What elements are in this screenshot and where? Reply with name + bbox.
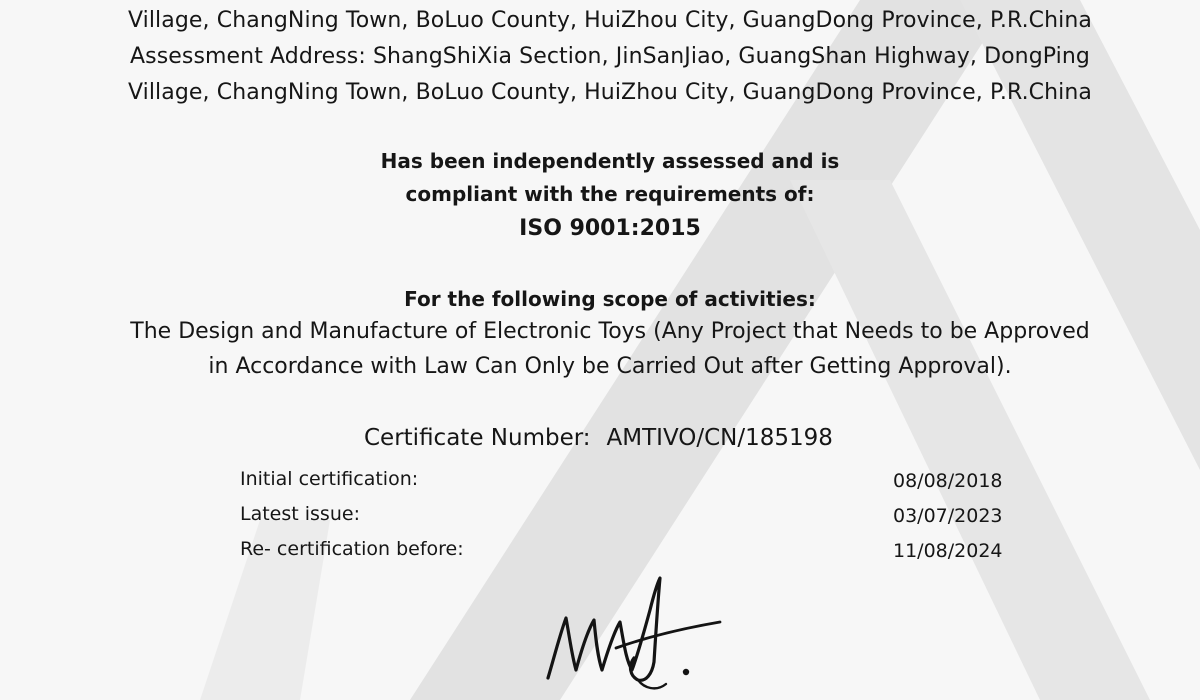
scope-line-2: in Accordance with Law Can Only be Carried Out after Getting Approval). xyxy=(208,354,1012,379)
iso-standard: ISO 9001:2015 xyxy=(519,216,701,241)
address-line-2: Village, ChangNing Town, BoLuo County, HuiZhou City, GuangDong Province, P.R.China xyxy=(127,80,1093,105)
address-line-1: Village, ChangNing Town, BoLuo County, HuiZhou City, GuangDong Province, P.R.China xyxy=(127,8,1093,33)
latest-issue-label: Latest issue: xyxy=(240,503,360,525)
assessment-statement-line-1: Has been independently assessed and is xyxy=(380,149,840,173)
recertification-date: 11/08/2024 xyxy=(893,540,1003,562)
scope-heading: For the following scope of activities: xyxy=(404,287,816,311)
assessment-address-line: Assessment Address: ShangShiXia Section, JinSanJiao, GuangShan Highway, DongPing xyxy=(129,44,1090,69)
initial-certification-label: Initial certification: xyxy=(240,468,419,490)
assessment-statement-line-2: compliant with the requirements of: xyxy=(405,182,815,206)
certificate-number xyxy=(364,425,833,451)
latest-issue-date: 03/07/2023 xyxy=(893,505,1003,527)
initial-certification-date: 08/08/2018 xyxy=(893,470,1003,492)
scope-line-1: The Design and Manufacture of Electronic Toys (Any Project that Needs to be Approved xyxy=(130,319,1090,344)
certificate-number-label: Certificate Number: xyxy=(364,425,591,451)
certificate-number-value: AMTIVO/CN/185198 xyxy=(606,425,833,451)
handwritten-signature xyxy=(520,570,740,700)
recertification-label: Re- certification before: xyxy=(240,538,464,560)
